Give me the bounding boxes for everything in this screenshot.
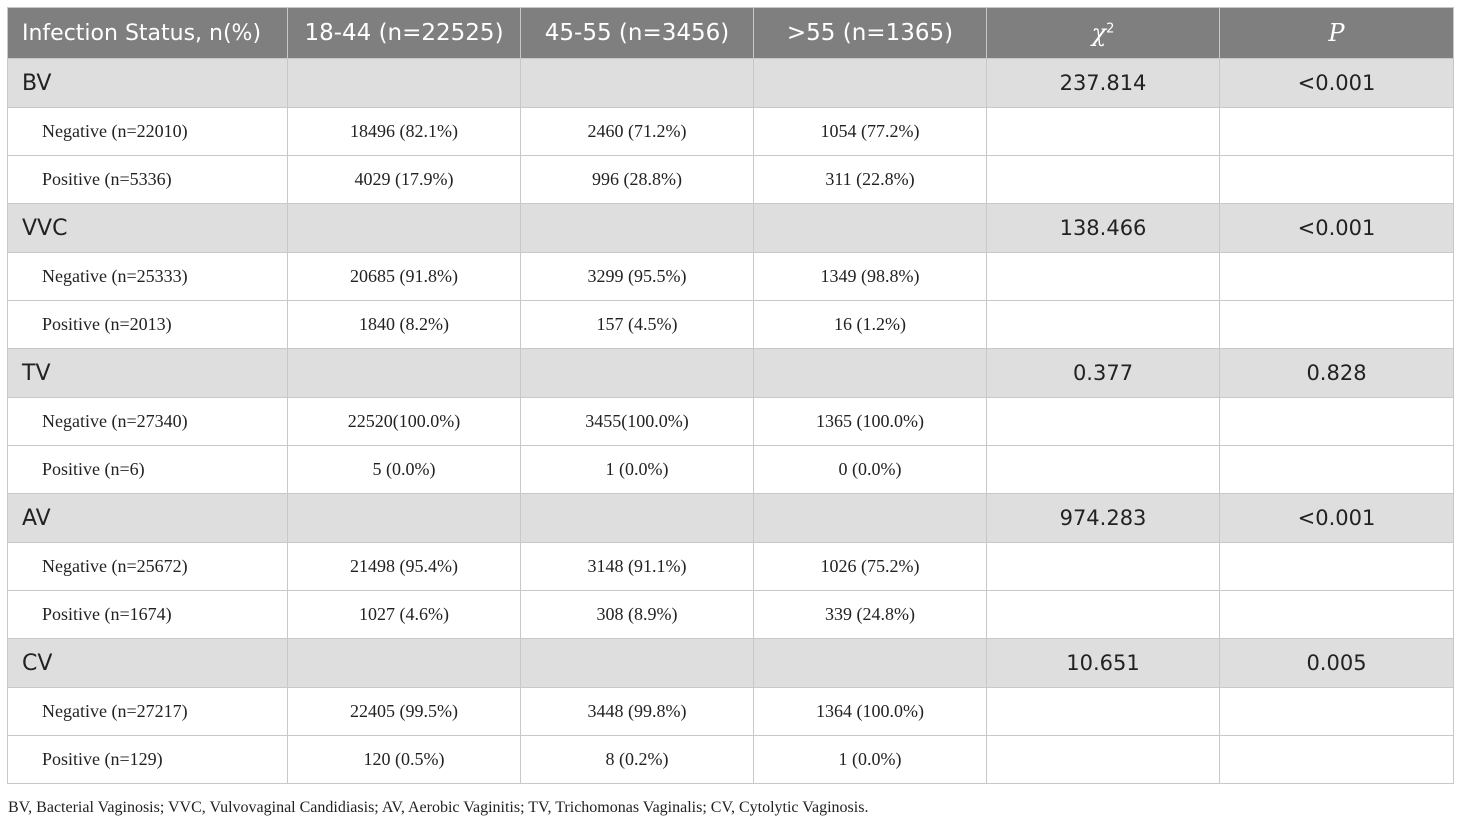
row-label: Positive (n=2013) bbox=[8, 301, 288, 349]
empty-cell bbox=[521, 59, 754, 108]
empty-cell bbox=[288, 639, 521, 688]
empty-cell bbox=[987, 446, 1220, 494]
count-45-55: 3148 (91.1%) bbox=[521, 543, 754, 591]
header-infection-status: Infection Status, n(%) bbox=[8, 8, 288, 59]
count-over-55: 16 (1.2%) bbox=[754, 301, 987, 349]
group-row bbox=[8, 639, 1454, 688]
p-value: <0.001 bbox=[1220, 59, 1454, 108]
row-label: Negative (n=25672) bbox=[8, 543, 288, 591]
table-row bbox=[8, 253, 1454, 301]
empty-cell bbox=[987, 688, 1220, 736]
chi-symbol: χ bbox=[1091, 19, 1107, 47]
p-value: <0.001 bbox=[1220, 494, 1454, 543]
count-18-44: 1840 (8.2%) bbox=[288, 301, 521, 349]
count-over-55: 1026 (75.2%) bbox=[754, 543, 987, 591]
empty-cell bbox=[987, 253, 1220, 301]
empty-cell bbox=[288, 349, 521, 398]
count-18-44: 4029 (17.9%) bbox=[288, 156, 521, 204]
empty-cell bbox=[754, 59, 987, 108]
count-45-55: 8 (0.2%) bbox=[521, 736, 754, 784]
table-row bbox=[8, 108, 1454, 156]
group-row bbox=[8, 204, 1454, 253]
empty-cell bbox=[1220, 591, 1454, 639]
count-over-55: 339 (24.8%) bbox=[754, 591, 987, 639]
empty-cell bbox=[1220, 446, 1454, 494]
table-row bbox=[8, 543, 1454, 591]
header-p-value bbox=[1220, 8, 1454, 59]
empty-cell bbox=[1220, 398, 1454, 446]
empty-cell bbox=[987, 543, 1220, 591]
p-value: 0.005 bbox=[1220, 639, 1454, 688]
empty-cell bbox=[1220, 253, 1454, 301]
count-45-55: 2460 (71.2%) bbox=[521, 108, 754, 156]
count-18-44: 5 (0.0%) bbox=[288, 446, 521, 494]
table-row bbox=[8, 688, 1454, 736]
count-18-44: 22405 (99.5%) bbox=[288, 688, 521, 736]
header-age-over-55: >55 (n=1365) bbox=[754, 8, 987, 59]
empty-cell bbox=[1220, 156, 1454, 204]
p-value: <0.001 bbox=[1220, 204, 1454, 253]
table-row bbox=[8, 398, 1454, 446]
table-row bbox=[8, 446, 1454, 494]
count-18-44: 18496 (82.1%) bbox=[288, 108, 521, 156]
count-over-55: 1365 (100.0%) bbox=[754, 398, 987, 446]
empty-cell bbox=[1220, 108, 1454, 156]
count-18-44: 120 (0.5%) bbox=[288, 736, 521, 784]
count-45-55: 3299 (95.5%) bbox=[521, 253, 754, 301]
count-45-55: 1 (0.0%) bbox=[521, 446, 754, 494]
header-age-18-44: 18-44 (n=22525) bbox=[288, 8, 521, 59]
chi-square-value: 10.651 bbox=[987, 639, 1220, 688]
row-label: Positive (n=5336) bbox=[8, 156, 288, 204]
count-over-55: 1349 (98.8%) bbox=[754, 253, 987, 301]
group-name: BV bbox=[8, 59, 288, 108]
empty-cell bbox=[288, 59, 521, 108]
count-over-55: 0 (0.0%) bbox=[754, 446, 987, 494]
count-45-55: 157 (4.5%) bbox=[521, 301, 754, 349]
row-label: Positive (n=1674) bbox=[8, 591, 288, 639]
table-row bbox=[8, 301, 1454, 349]
row-label: Positive (n=129) bbox=[8, 736, 288, 784]
p-symbol: P bbox=[1328, 19, 1345, 47]
empty-cell bbox=[987, 736, 1220, 784]
empty-cell bbox=[288, 494, 521, 543]
empty-cell bbox=[987, 301, 1220, 349]
chi-square-value: 0.377 bbox=[987, 349, 1220, 398]
count-18-44: 20685 (91.8%) bbox=[288, 253, 521, 301]
count-over-55: 1364 (100.0%) bbox=[754, 688, 987, 736]
empty-cell bbox=[521, 204, 754, 253]
count-45-55: 3455(100.0%) bbox=[521, 398, 754, 446]
header-age-45-55: 45-55 (n=3456) bbox=[521, 8, 754, 59]
empty-cell bbox=[987, 156, 1220, 204]
footnote: BV, Bacterial Vaginosis; VVC, Vulvovaginal Candidiasis; AV, Aerobic Vaginitis; TV, Trichomonas Vaginalis; CV, Cytolytic Vaginosis. bbox=[8, 799, 869, 816]
infection-status-table bbox=[7, 7, 1454, 784]
empty-cell bbox=[288, 204, 521, 253]
empty-cell bbox=[1220, 301, 1454, 349]
count-over-55: 1 (0.0%) bbox=[754, 736, 987, 784]
count-over-55: 1054 (77.2%) bbox=[754, 108, 987, 156]
chi-square-value: 138.466 bbox=[987, 204, 1220, 253]
group-name: AV bbox=[8, 494, 288, 543]
group-name: VVC bbox=[8, 204, 288, 253]
chi-superscript: 2 bbox=[1106, 21, 1115, 37]
count-45-55: 3448 (99.8%) bbox=[521, 688, 754, 736]
empty-cell bbox=[521, 639, 754, 688]
row-label: Negative (n=27217) bbox=[8, 688, 288, 736]
count-18-44: 1027 (4.6%) bbox=[288, 591, 521, 639]
empty-cell bbox=[754, 494, 987, 543]
table-body bbox=[8, 59, 1454, 784]
empty-cell bbox=[987, 398, 1220, 446]
count-45-55: 996 (28.8%) bbox=[521, 156, 754, 204]
count-18-44: 22520(100.0%) bbox=[288, 398, 521, 446]
empty-cell bbox=[987, 108, 1220, 156]
empty-cell bbox=[754, 349, 987, 398]
header-chi-square bbox=[987, 8, 1220, 59]
row-label: Positive (n=6) bbox=[8, 446, 288, 494]
header-row bbox=[8, 8, 1454, 59]
empty-cell bbox=[754, 639, 987, 688]
group-row bbox=[8, 494, 1454, 543]
empty-cell bbox=[1220, 543, 1454, 591]
table-row bbox=[8, 591, 1454, 639]
table-row bbox=[8, 156, 1454, 204]
empty-cell bbox=[1220, 688, 1454, 736]
row-label: Negative (n=25333) bbox=[8, 253, 288, 301]
empty-cell bbox=[754, 204, 987, 253]
row-label: Negative (n=27340) bbox=[8, 398, 288, 446]
empty-cell bbox=[521, 494, 754, 543]
row-label: Negative (n=22010) bbox=[8, 108, 288, 156]
empty-cell bbox=[521, 349, 754, 398]
group-name: TV bbox=[8, 349, 288, 398]
chi-square-value: 237.814 bbox=[987, 59, 1220, 108]
count-18-44: 21498 (95.4%) bbox=[288, 543, 521, 591]
chi-square-value: 974.283 bbox=[987, 494, 1220, 543]
table-row bbox=[8, 736, 1454, 784]
count-45-55: 308 (8.9%) bbox=[521, 591, 754, 639]
empty-cell bbox=[987, 591, 1220, 639]
group-row bbox=[8, 349, 1454, 398]
group-name: CV bbox=[8, 639, 288, 688]
count-over-55: 311 (22.8%) bbox=[754, 156, 987, 204]
empty-cell bbox=[1220, 736, 1454, 784]
p-value: 0.828 bbox=[1220, 349, 1454, 398]
group-row bbox=[8, 59, 1454, 108]
